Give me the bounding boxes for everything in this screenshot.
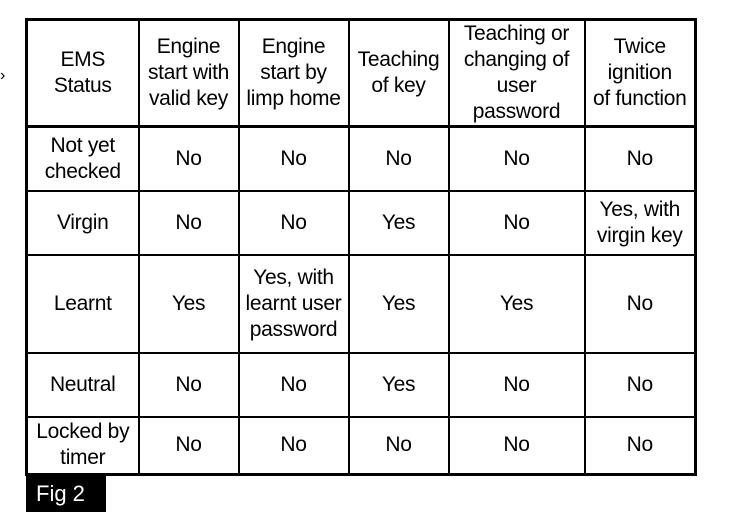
table-cell <box>449 255 585 353</box>
cell-value: No <box>626 291 653 315</box>
table-cell <box>239 191 349 255</box>
row-status-cell <box>27 127 139 191</box>
cell-value: No <box>626 372 653 396</box>
table-cell <box>139 353 239 417</box>
row-status-cell <box>27 255 139 353</box>
table-cell <box>585 255 696 353</box>
row-status-cell <box>27 191 139 255</box>
table-cell <box>239 255 349 353</box>
table-cell <box>449 127 585 191</box>
table-cell <box>349 191 449 255</box>
table-cell <box>349 353 449 417</box>
row-status-label: Learnt <box>53 291 112 315</box>
table-cell <box>139 255 239 353</box>
header-teaching-of-key-label: Teaching of key <box>357 48 440 97</box>
table-row <box>27 353 696 417</box>
cell-value: Yes <box>499 291 534 315</box>
figure-label: Fig 2 <box>26 476 106 512</box>
table-cell <box>139 191 239 255</box>
cell-value: Yes <box>381 291 416 315</box>
cell-value: No <box>626 146 653 170</box>
header-engine-start-valid-key <box>139 20 239 127</box>
header-engine-start-limp-home-label: Engine start by limp home <box>246 35 341 110</box>
cell-value: No <box>626 433 653 457</box>
header-engine-start-valid-key-label: Engine start with valid key <box>147 35 230 110</box>
row-status-label: Not yet checked <box>44 133 121 183</box>
cell-value: Yes, with learnt user password <box>245 265 342 341</box>
cell-value: Yes <box>381 372 416 396</box>
table-cell <box>349 417 449 475</box>
header-teaching-user-password <box>449 20 585 127</box>
table-cell <box>239 353 349 417</box>
table-cell <box>239 127 349 191</box>
cell-value: No <box>175 433 202 457</box>
cell-value: No <box>503 372 530 396</box>
header-engine-start-limp-home <box>239 20 349 127</box>
cell-value: No <box>280 433 307 457</box>
cell-value: No <box>175 372 202 396</box>
header-twice-ignition-label: Twice ignition of function <box>592 35 687 110</box>
header-teaching-user-password-label: Teaching or changing of user password <box>463 22 570 123</box>
table-cell <box>449 191 585 255</box>
header-ems-status-label: EMS Status <box>53 48 112 97</box>
ems-status-table <box>25 18 697 476</box>
cell-value: Yes, with virgin key <box>596 197 683 247</box>
header-twice-ignition <box>585 20 696 127</box>
row-status-cell <box>27 353 139 417</box>
header-ems-status <box>27 20 139 127</box>
cell-value: No <box>503 210 530 234</box>
row-status-cell <box>27 417 139 475</box>
table-cell <box>585 127 696 191</box>
table-cell <box>139 417 239 475</box>
cell-value: No <box>503 146 530 170</box>
table-cell <box>585 353 696 417</box>
row-status-label: Locked by timer <box>36 420 130 470</box>
table-cell <box>239 417 349 475</box>
cell-value: No <box>385 146 412 170</box>
table-cell <box>349 127 449 191</box>
table-header-row <box>27 20 696 127</box>
cell-value: No <box>175 146 202 170</box>
table-cell <box>585 191 696 255</box>
table-row <box>27 191 696 255</box>
table-cell <box>585 417 696 475</box>
table-cell <box>139 127 239 191</box>
table-row <box>27 127 696 191</box>
table-cell <box>349 255 449 353</box>
row-status-label: Neutral <box>49 372 116 396</box>
cell-value: No <box>280 210 307 234</box>
cell-value: Yes <box>171 291 206 315</box>
table-row <box>27 417 696 475</box>
cell-value: No <box>385 433 412 457</box>
cell-value: No <box>503 433 530 457</box>
cell-value: Yes <box>381 210 416 234</box>
margin-mark: › <box>0 67 6 84</box>
table-cell <box>449 417 585 475</box>
cell-value: No <box>280 146 307 170</box>
header-teaching-of-key <box>349 20 449 127</box>
cell-value: No <box>280 372 307 396</box>
row-status-label: Virgin <box>56 210 109 234</box>
table-row <box>27 255 696 353</box>
table-cell <box>449 353 585 417</box>
cell-value: No <box>175 210 202 234</box>
